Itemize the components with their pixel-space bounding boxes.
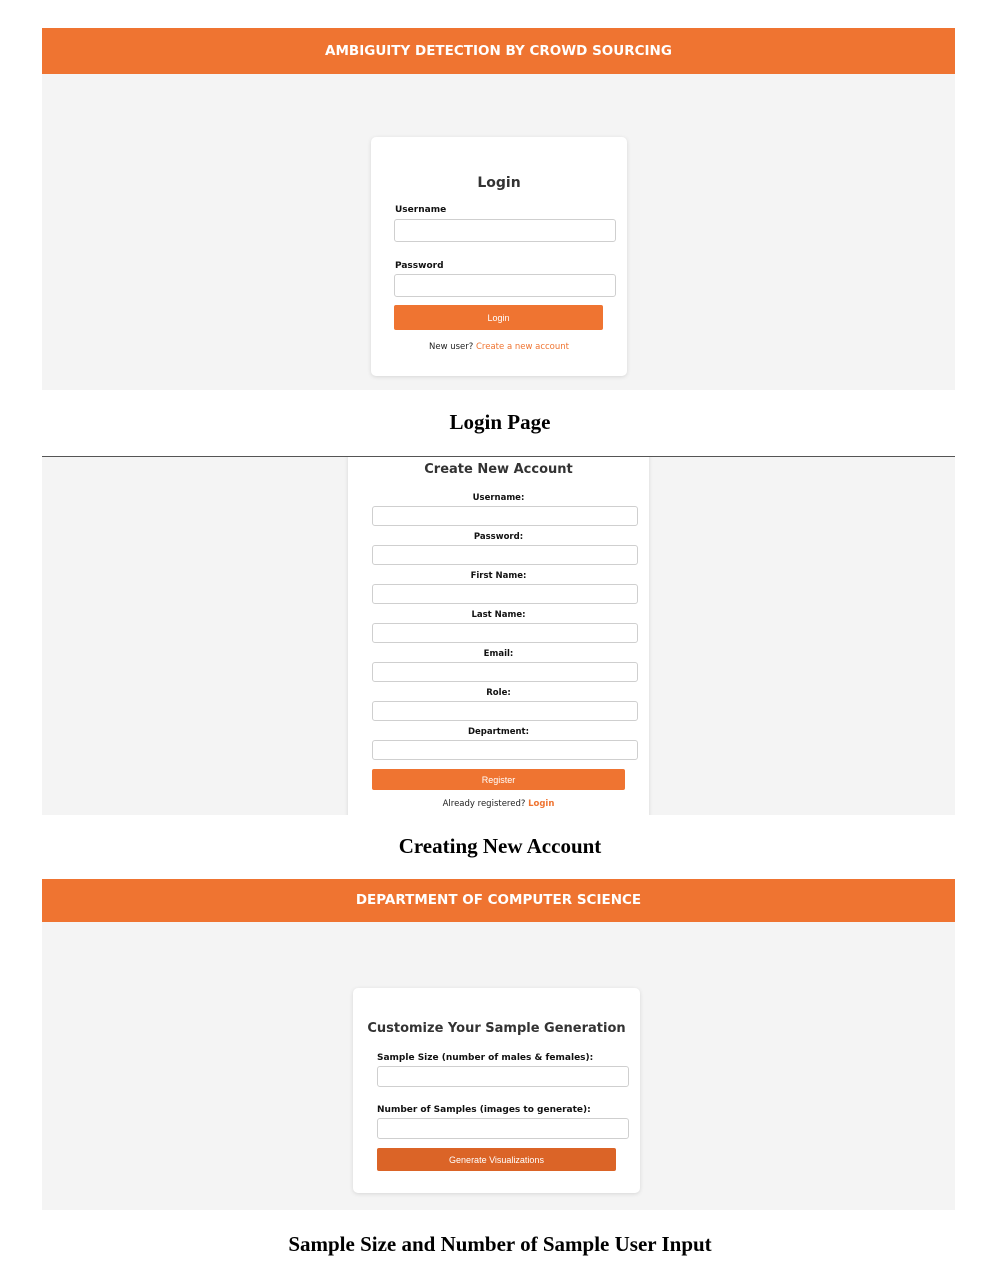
password-field-label: Password: [473, 532, 524, 542]
sample-count-label: Number of Samples (images to generate): [377, 1105, 591, 1115]
new-user-note [371, 342, 627, 352]
app-banner: AMBIGUITY DETECTION BY CROWD SOURCING [42, 28, 955, 74]
password-input[interactable] [394, 274, 616, 297]
register-screenshot [42, 456, 955, 815]
first-name-field-label: First Name: [470, 571, 527, 581]
login-caption: Login Page [449, 410, 551, 434]
password-label: Password [395, 261, 444, 271]
first-name-input[interactable] [372, 584, 638, 604]
register-button[interactable]: Register [372, 769, 625, 790]
last-name-input[interactable] [372, 623, 638, 643]
username-field-label: Username: [472, 493, 525, 503]
already-registered-note [348, 799, 649, 809]
last-name-field-label: Last Name: [471, 610, 526, 620]
department-field-label: Department: [467, 727, 530, 737]
login-title: Login [477, 175, 521, 191]
login-link[interactable]: Login [528, 799, 555, 809]
username-label: Username [395, 205, 447, 215]
sample-caption: Sample Size and Number of Sample User Input [288, 1232, 712, 1256]
username-input[interactable] [394, 219, 616, 242]
sample-card [353, 988, 640, 1193]
register-username-input[interactable] [372, 506, 638, 526]
login-card [371, 137, 627, 376]
sample-size-label: Sample Size (number of males & females): [377, 1053, 594, 1063]
email-input[interactable] [372, 662, 638, 682]
create-account-link[interactable]: Create a new account [476, 342, 569, 352]
generate-visualizations-button[interactable]: Generate Visualizations [377, 1148, 616, 1171]
role-field-label: Role: [486, 688, 511, 698]
sample-screenshot [42, 879, 955, 1210]
register-caption: Creating New Account [398, 834, 602, 858]
new-user-prompt: New user? [429, 342, 476, 352]
department-input[interactable] [372, 740, 638, 760]
sample-count-input[interactable] [377, 1118, 629, 1139]
email-field-label: Email: [483, 649, 514, 659]
login-screenshot [42, 28, 955, 390]
sample-size-input[interactable] [377, 1066, 629, 1087]
already-registered-prompt: Already registered? [442, 799, 529, 809]
register-password-input[interactable] [372, 545, 638, 565]
department-banner: DEPARTMENT OF COMPUTER SCIENCE [42, 879, 955, 922]
register-card [348, 456, 649, 815]
sample-title: Customize Your Sample Generation [367, 1021, 626, 1036]
register-title: Create New Account [424, 462, 573, 477]
login-button[interactable]: Login [394, 305, 603, 330]
role-input[interactable] [372, 701, 638, 721]
